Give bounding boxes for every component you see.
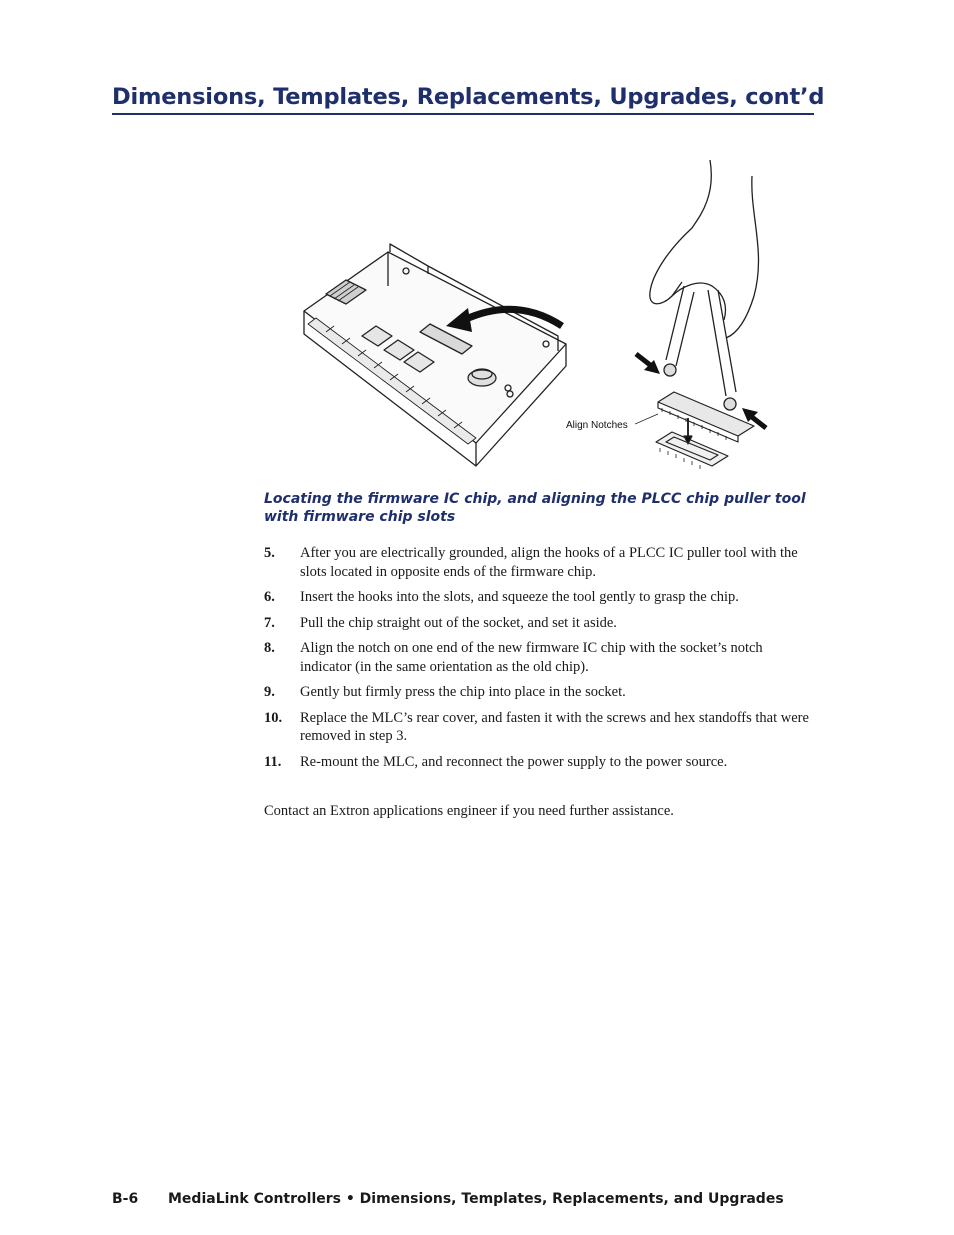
- step-item: [264, 709, 814, 746]
- figure-caption: Locating the firmware IC chip, and aligning the PLCC chip puller tool with firmware chip slots: [264, 491, 806, 525]
- procedure-steps: [264, 544, 814, 778]
- step-number: 6.: [264, 589, 275, 605]
- step-number: 5.: [264, 545, 275, 561]
- chip-puller-hand: [650, 160, 759, 410]
- contact-note: Contact an Extron applications engineer if you need further assistance.: [264, 803, 674, 819]
- step-number: 9.: [264, 684, 275, 700]
- step-item: [264, 639, 814, 676]
- step-number: 8.: [264, 640, 275, 656]
- step-text: Pull the chip straight out of the socket, and set it aside.: [300, 614, 617, 631]
- step-item: [264, 683, 814, 702]
- align-notches-label: Align Notches: [566, 420, 628, 431]
- step-text: Replace the MLC’s rear cover, and fasten it with the screws and hex standoffs that were removed in step 3.: [300, 709, 809, 744]
- step-text: Insert the hooks into the slots, and squeeze the tool gently to grasp the chip.: [300, 589, 739, 605]
- page-number: B-6: [112, 1191, 139, 1207]
- step-number: 7.: [264, 614, 275, 631]
- step-text: Align the notch on one end of the new firmware IC chip with the socket’s notch indicator (in the same orientation as the old chip).: [300, 640, 763, 675]
- page-title: Dimensions, Templates, Replacements, Upgrades, cont’d: [112, 84, 814, 115]
- step-text: Re-mount the MLC, and reconnect the power supply to the power source.: [300, 753, 728, 770]
- step-item: [264, 544, 814, 581]
- step-text: Gently but firmly press the chip into place in the socket.: [300, 684, 626, 700]
- step-item: [264, 588, 814, 607]
- chip-replacement-illustration: [296, 156, 816, 476]
- step-item: [264, 614, 814, 633]
- step-text: After you are electrically grounded, align the hooks of a PLCC IC puller tool with the slots located in opposite ends of the firmware chip.: [300, 545, 798, 580]
- step-number: 11.: [264, 753, 282, 770]
- footer-title: MediaLink Controllers • Dimensions, Templates, Replacements, and Upgrades: [168, 1191, 784, 1207]
- step-item: [264, 753, 814, 772]
- page-footer: [112, 1191, 784, 1207]
- step-number: 10.: [264, 709, 283, 726]
